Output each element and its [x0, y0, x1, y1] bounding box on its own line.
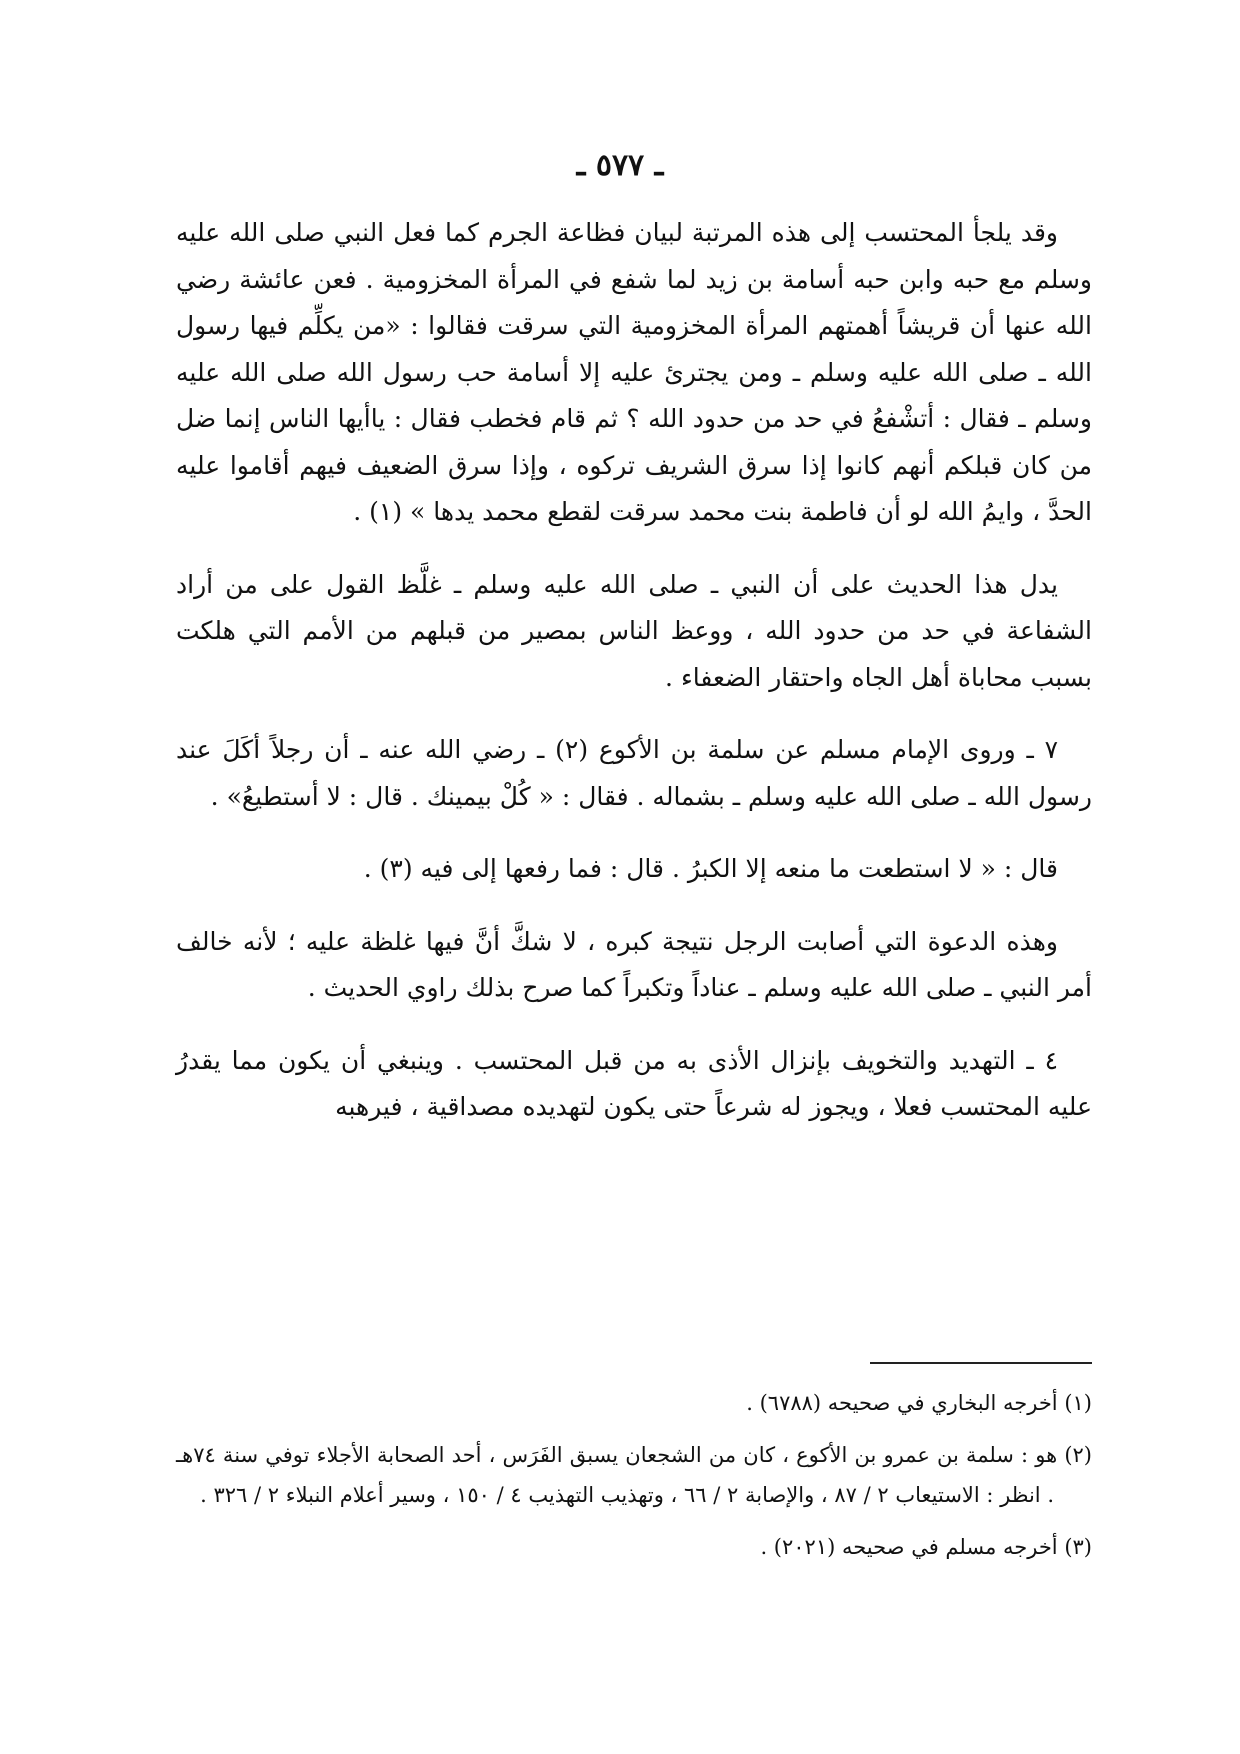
- footnote: (١) أخرجه البخاري في صحيحه (٦٧٨٨) .: [746, 1391, 1092, 1415]
- footnotes: [176, 1383, 1092, 1579]
- paragraph: ٤ ـ التهديد والتخويف بإنزال الأذى به من قبل المحتسب . وينبغي أن يكون مما يقدرُ عليه المحتسب فعلا ، ويجوز له شرعاً حتى يكون لتهديده مصداقية ، فيرهبه: [176, 1045, 1092, 1121]
- paragraph: قال : « لا استطعت ما منعه إلا الكبرُ . قال : فما رفعها إلى فيه (٣) .: [363, 854, 1058, 883]
- footnote: (٣) أخرجه مسلم في صحيحه (٢٠٢١) .: [760, 1535, 1092, 1559]
- paragraph: يدل هذا الحديث على أن النبي ـ صلى الله عليه وسلم ـ غلَّظ القول على من أراد الشفاعة في حد من حدود الله ، ووعظ الناس بمصير من قبلهم من الأمم التي هلكت بسبب محاباة أهل الجاه واحتقار الضعفاء .: [176, 569, 1092, 692]
- main-text: [176, 210, 1092, 1157]
- paragraph: وهذه الدعوة التي أصابت الرجل نتيجة كبره ، لا شكَّ أنَّ فيها غلظة عليه ؛ لأنه خالف أمر النبي ـ صلى الله عليه وسلم ـ عناداً وتكبراً كما صرح بذلك راوي الحديث .: [176, 926, 1092, 1002]
- footnote-divider: [870, 1362, 1092, 1364]
- paragraph: وقد يلجأ المحتسب إلى هذه المرتبة لبيان فظاعة الجرم كما فعل النبي صلى الله عليه وسلم مع حبه وابن حبه أسامة بن زيد لما شفع في المرأة المخزومية . فعن عائشة رضي الله عنها أن قريشاً أهمتهم المرأة المخزومية التي سرقت فقالوا : «من يكلِّم فيها رسول الله ـ صلى الله عليه وسلم ـ ومن يجترئ عليه إلا أسامة حب رسول الله صلى الله عليه وسلم ـ فقال : أتشْفعُ في حد من حدود الله ؟ ثم قام فخطب فقال : ياأيها الناس إنما ضل من كان قبلكم أنهم كانوا إذا سرق الشريف تركوه ، وإذا سرق الضعيف فيهم أقاموا عليه الحدَّ ، وايمُ الله لو أن فاطمة بنت محمد سرقت لقطع محمد يدها » (١) .: [176, 218, 1092, 526]
- page-number: ـ ٥٧٧ ـ: [576, 148, 664, 183]
- footnote: (٢) هو : سلمة بن عمرو بن الأكوع ، كان من الشجعان يسبق الفَرَس ، أحد الصحابة الأجلاء توفي سنة ٧٤هـ . انظر : الاستيعاب ٢ / ٨٧ ، والإصابة ٢ / ٦٦ ، وتهذيب التهذيب ٤ / ١٥٠ ، وسير أعلام النبلاء ٢ / ٣٢٦ .: [176, 1443, 1092, 1507]
- paragraph: ٧ ـ وروى الإمام مسلم عن سلمة بن الأكوع (٢) ـ رضي الله عنه ـ أن رجلاً أكَلَ عند رسول الله ـ صلى الله عليه وسلم ـ بشماله . فقال : « كُلْ بيمينك . قال : لا أستطيعُ» .: [176, 735, 1092, 811]
